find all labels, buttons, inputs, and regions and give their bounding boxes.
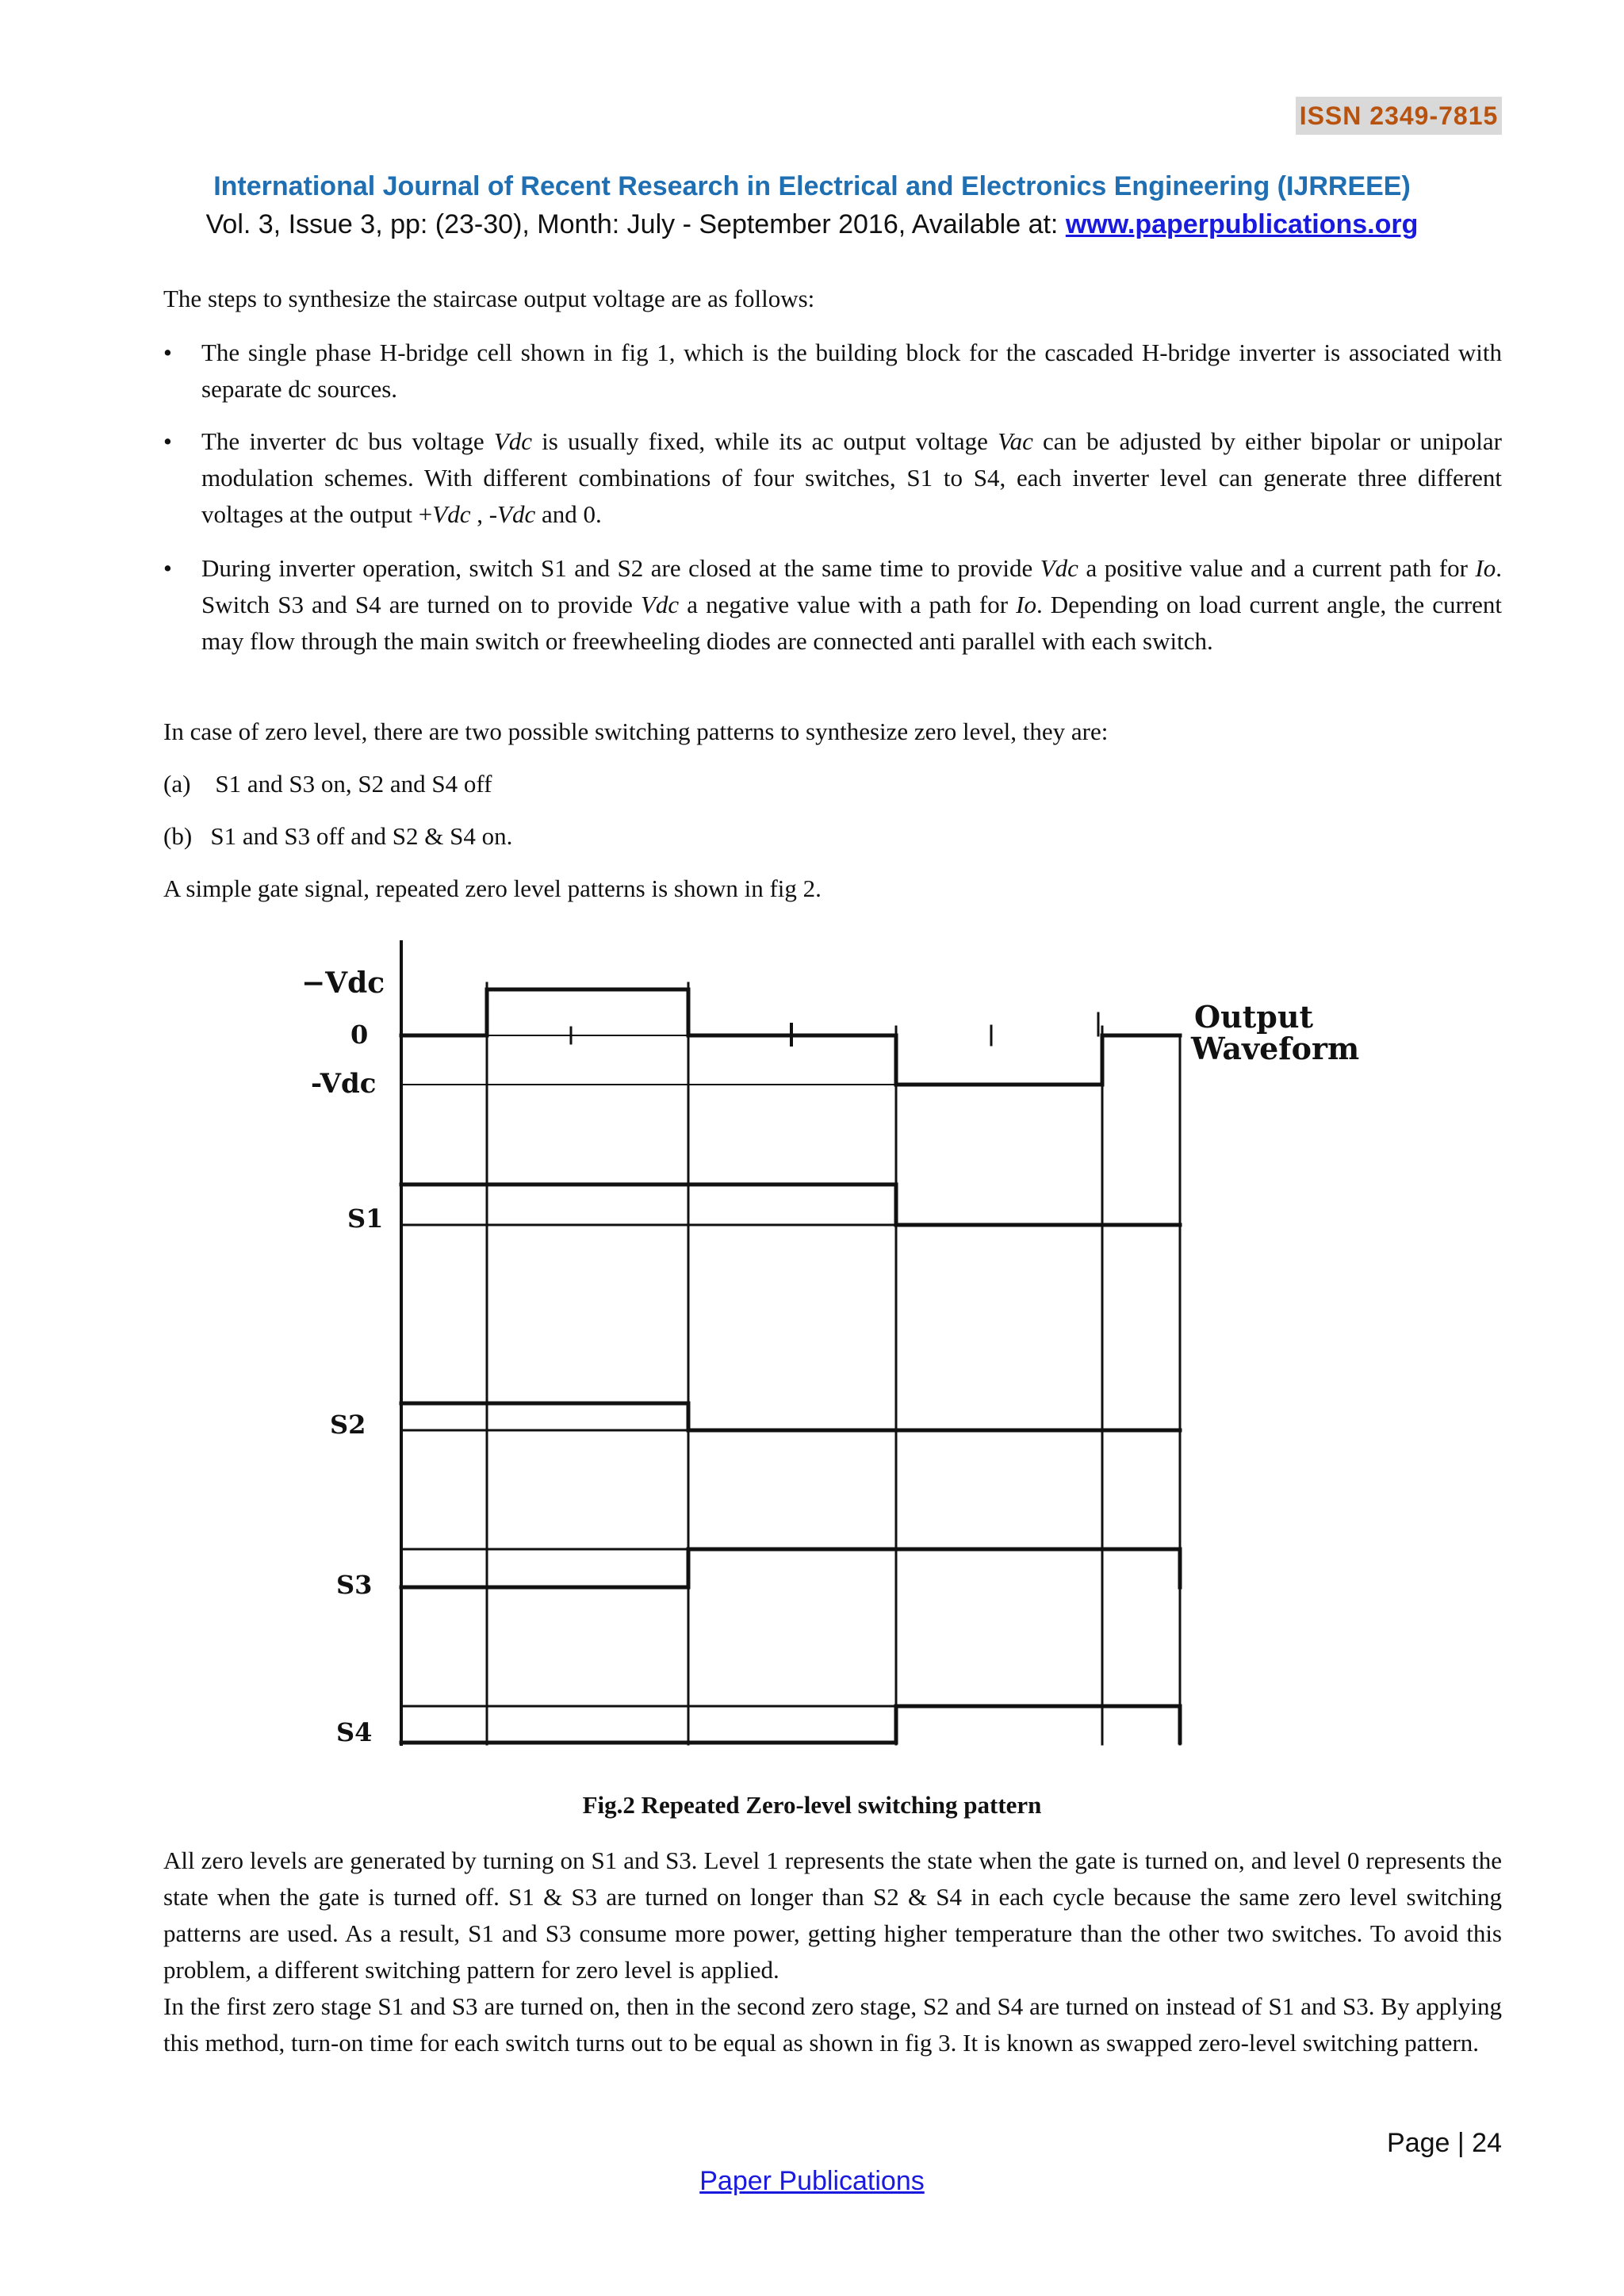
journal-title: International Journal of Recent Research in Electrical and Electronics Engineering (IJRREEE) (213, 171, 1411, 201)
s2-signal (401, 1403, 1180, 1430)
paragraph-1: All zero levels are generated by turning on S1 and S3. Level 1 represents the state when the gate is turned on, and level 0 represents the state when the gate is turned off. S1 & S3 are turned on longer than S2 & S4 in each cycle because the same zero level switching patterns are used. As a result, S1 and S3 consume more power, getting higher temperature than the other two switches. To avoid this problem, a different switching pattern for zero level is applied. (163, 1846, 1502, 1984)
figure-caption: Fig.2 Repeated Zero-level switching pattern (582, 1791, 1042, 1819)
s4-signal (401, 1706, 1180, 1743)
fig-reference: A simple gate signal, repeated zero level patterns is shown in fig 2. (163, 874, 822, 902)
label-output: Output (1194, 999, 1314, 1035)
website-link[interactable]: www.paperpublications.org (1065, 209, 1419, 239)
label-s2: S2 (330, 1410, 366, 1440)
bullet-dot: • (163, 339, 172, 366)
s1-signal (401, 1184, 1180, 1225)
page-number: Page | 24 (1387, 2128, 1502, 2158)
issn-badge: ISSN 2349-7815 (1296, 97, 1502, 135)
label-pos-vdc: −Vdc (301, 966, 385, 1000)
bullet-2-text: The inverter dc bus voltage Vdc is usually fixed, while its ac output voltage Vac can be adjusted by either bipolar or unipolar modulation schemes. With different combinations of four switches, S1 to S4, each inverter level can generate three different voltages at the output +Vdc , -Vdc and 0. (201, 427, 1502, 528)
paragraph-2: In the first zero stage S1 and S3 are turned on, then in the second zero stage, S2 and S4 are turned on instead of S1 and S3. By applying this method, turn-on time for each switch turns out to be equal as shown in fig 3. It is known as swapped zero-level switching pattern. (163, 1992, 1502, 2057)
volume-info: Vol. 3, Issue 3, pp: (23-30), Month: July - September 2016, Available at: (205, 209, 1066, 239)
bullet-dot: • (163, 554, 172, 582)
s3-signal (401, 1549, 1180, 1587)
footer (0, 2166, 1624, 2197)
label-s3: S3 (336, 1570, 373, 1600)
label-neg-vdc: -Vdc (311, 1068, 377, 1100)
label-waveform: Waveform (1191, 1031, 1360, 1066)
intro-text: The steps to synthesize the staircase output voltage are as follows: (163, 285, 815, 312)
publisher-link[interactable]: Paper Publications (699, 2166, 925, 2196)
label-s4: S4 (336, 1717, 373, 1747)
option-a: (a) S1 and S3 on, S2 and S4 off (163, 770, 492, 798)
bullet-1-text: The single phase H-bridge cell shown in fig 1, which is the building block for the cascaded H-bridge inverter is associated with separate dc sources. (201, 339, 1502, 403)
label-s1: S1 (347, 1203, 384, 1234)
option-b: (b) S1 and S3 off and S2 & S4 on. (163, 822, 513, 850)
zero-level-intro: In case of zero level, there are two possible switching patterns to synthesize zero level, they are: (163, 718, 1109, 745)
label-zero: 0 (350, 1020, 369, 1050)
bullet-dot: • (163, 427, 172, 455)
bullet-3-text: During inverter operation, switch S1 and S2 are closed at the same time to provide Vdc a positive value and a current path for Io. Switch S3 and S4 are turned on to provide Vdc a negative value with a path for Io. Depending on load current angle, the current may flow through the main switch or freewheeling diodes are connected anti parallel with each switch. (201, 554, 1503, 655)
